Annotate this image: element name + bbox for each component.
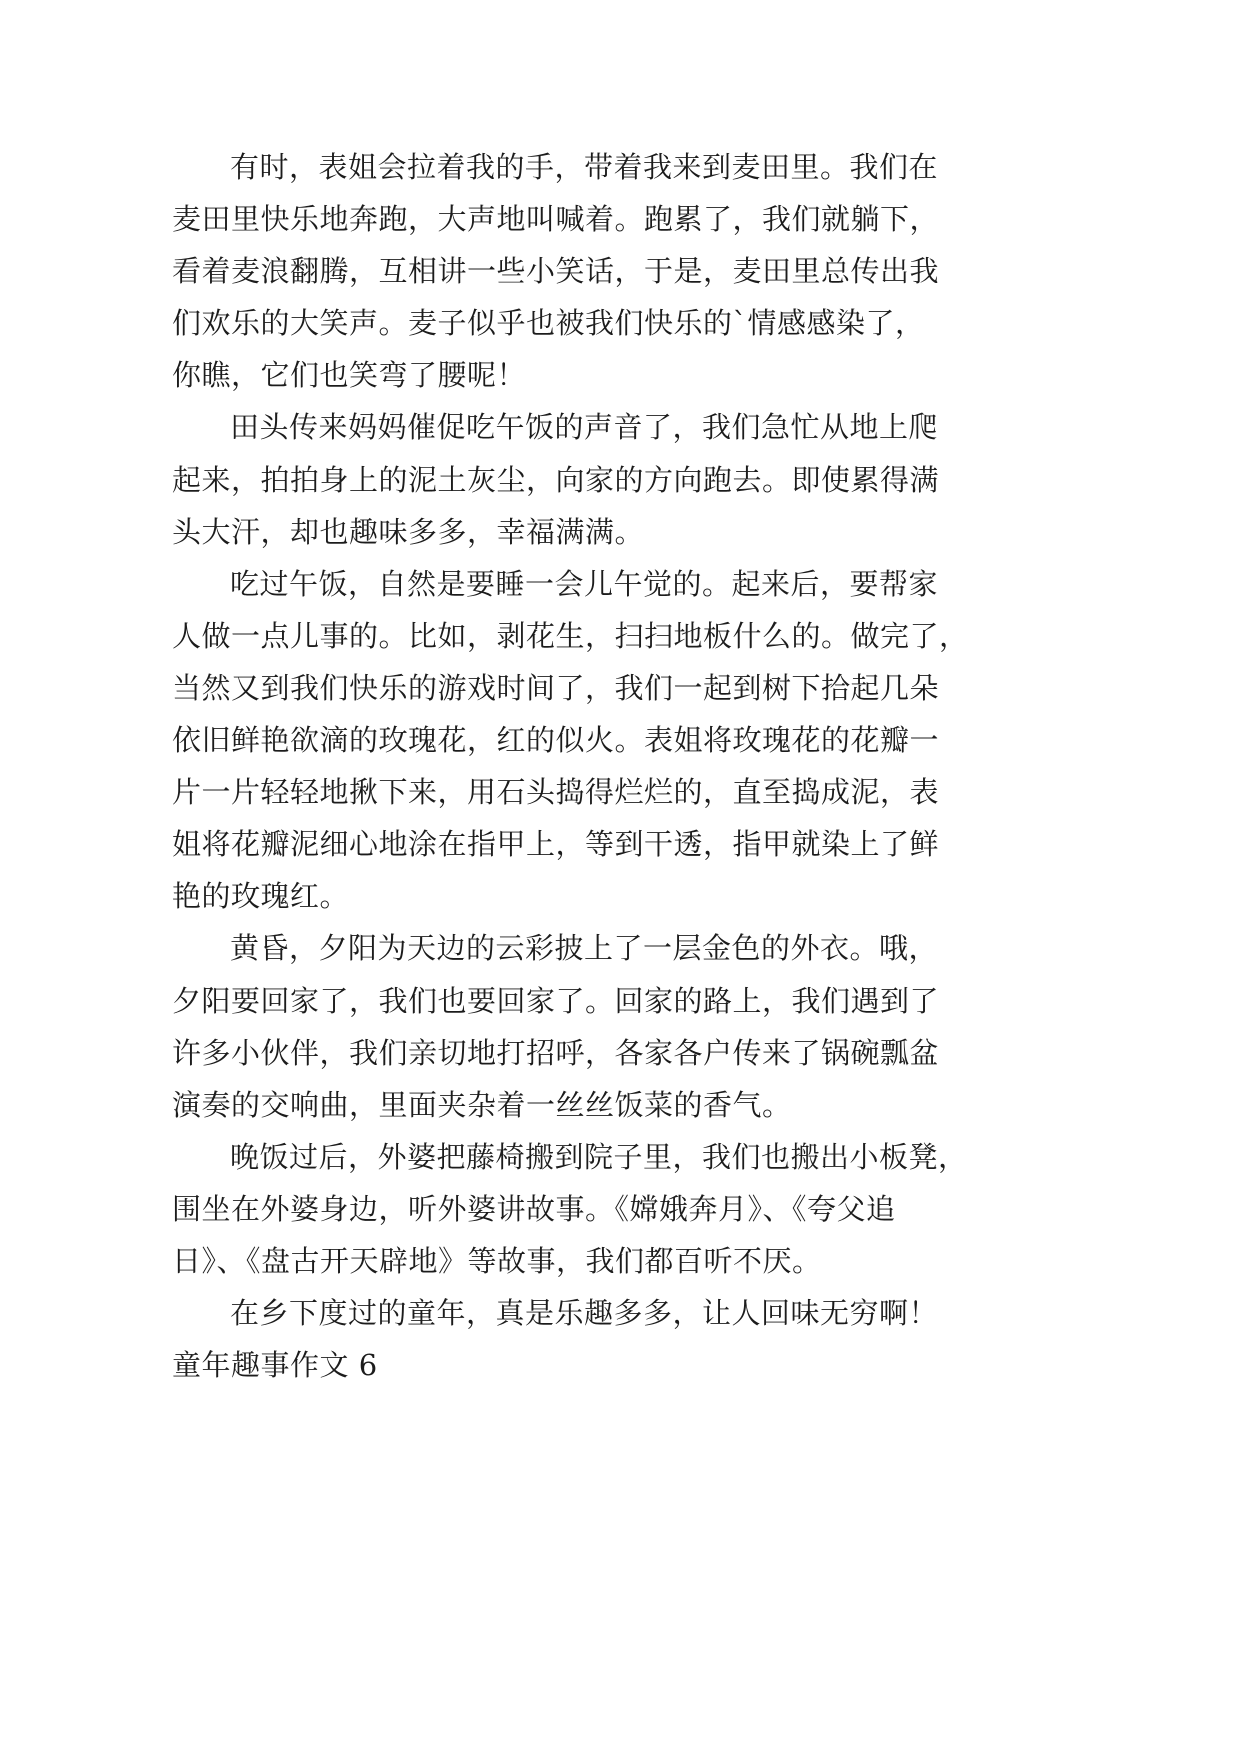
paragraph-line: 田头传来妈妈催促吃午饭的声音了，我们急忙从地上爬 (230, 410, 939, 445)
paragraph-line: 依旧鲜艳欲滴的玫瑰花，红的似火。表姐将玫瑰花的花瓣一 (172, 723, 940, 758)
paragraph-2 (172, 401, 972, 557)
paragraph-line: 你瞧，它们也笑弯了腰呢！ (172, 358, 527, 393)
paragraph-line: 人做一点儿事的。比如，剥花生，扫扫地板什么的。做完了， (172, 618, 969, 653)
paragraph-line: 夕阳要回家了，我们也要回家了。回家的路上，我们遇到了 (172, 983, 940, 1018)
paragraph-line: 吃过午饭，自然是要睡一会儿午觉的。起来后，要帮家 (230, 566, 939, 601)
section-heading: 童年趣事作文 6 (172, 1348, 378, 1383)
paragraph-line: 晚饭过后，外婆把藤椅搬到院子里，我们也搬出小板凳， (230, 1139, 968, 1174)
paragraph-line: 看着麦浪翻腾，互相讲一些小笑话，于是，麦田里总传出我 (172, 254, 940, 289)
paragraph-3 (172, 558, 972, 923)
paragraph-line: 日》、《盘古开天辟地》等故事，我们都百听不厌。 (172, 1243, 822, 1278)
paragraph-1 (172, 141, 972, 401)
paragraph-line: 在乡下度过的童年，真是乐趣多多，让人回味无穷啊！ (230, 1296, 939, 1331)
paragraph-line: 许多小伙伴，我们亲切地打招呼，各家各户传来了锅碗瓢盆 (172, 1035, 940, 1070)
paragraph-line: 姐将花瓣泥细心地涂在指甲上，等到干透，指甲就染上了鲜 (172, 827, 940, 862)
paragraph-4 (172, 922, 972, 1130)
paragraph-line: 起来，拍拍身上的泥土灰尘，向家的方向跑去。即使累得满 (172, 462, 940, 497)
paragraph-line: 有时，表姐会拉着我的手，带着我来到麦田里。我们在 (230, 150, 939, 184)
paragraph-5 (172, 1131, 972, 1287)
paragraph-line: 围坐在外婆身边，听外婆讲故事。《嫦娥奔月》、《夸父追 (172, 1191, 896, 1226)
paragraph-line: 麦田里快乐地奔跑，大声地叫喊着。跑累了，我们就躺下， (172, 202, 940, 237)
paragraph-line: 头大汗，却也趣味多多，幸福满满。 (172, 514, 645, 549)
paragraph-line: 片一片轻轻地揪下来，用石头捣得烂烂的，直至捣成泥，表 (172, 775, 940, 810)
paragraph-line: 当然又到我们快乐的游戏时间了，我们一起到树下拾起几朵 (172, 670, 940, 705)
document-body (172, 141, 972, 1391)
paragraph-line: 黄昏，夕阳为天边的云彩披上了一层金色的外衣。哦， (230, 931, 939, 966)
paragraph-line: 艳的玫瑰红。 (172, 879, 350, 914)
paragraph-6 (172, 1287, 972, 1339)
paragraph-line: 演奏的交响曲，里面夹杂着一丝丝饭菜的香气。 (172, 1087, 792, 1122)
paragraph-line: 们欢乐的大笑声。麦子似乎也被我们快乐的`情感感染了， (172, 306, 925, 341)
